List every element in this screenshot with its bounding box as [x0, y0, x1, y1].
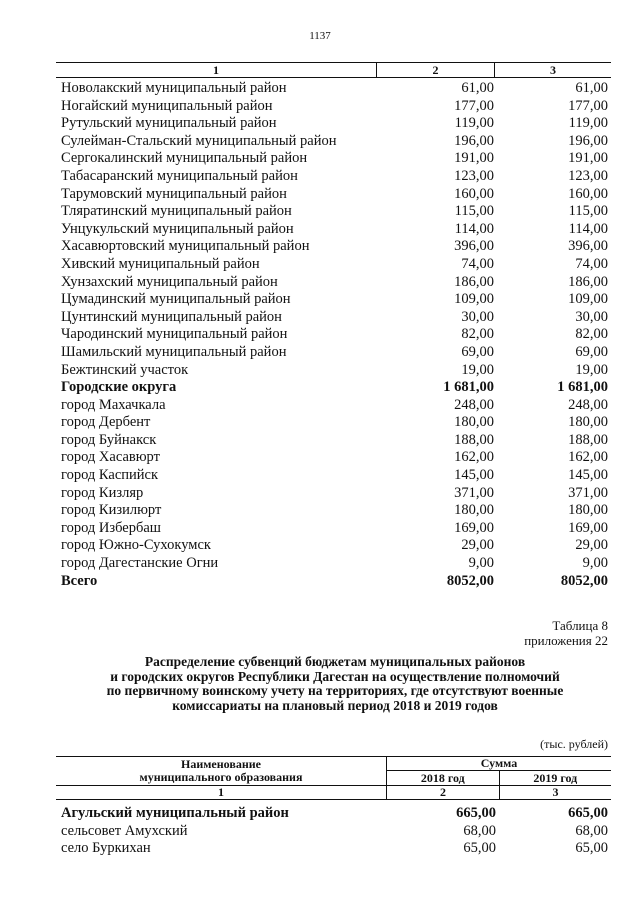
row-value-2018: 65,00	[463, 840, 496, 857]
row-value-col3: 29,00	[575, 537, 608, 554]
table-row	[56, 309, 611, 327]
row-name: Сулейман-Стальский муниципальный район	[61, 132, 337, 149]
column-number-1: 1	[56, 786, 387, 799]
row-value-col3: 74,00	[575, 255, 608, 272]
row-name: город Избербаш	[61, 519, 161, 536]
row-value-col2: 371,00	[454, 484, 494, 501]
row-value-col3: 109,00	[568, 291, 608, 308]
row-name: Новолакский муниципальный район	[61, 80, 287, 96]
row-name: Рутульский муниципальный район	[61, 115, 277, 132]
header-year-2018: 2018 год	[387, 771, 500, 785]
row-name: Сергокалинский муниципальный район	[61, 150, 308, 167]
table-row	[56, 537, 611, 555]
row-value-col3: 123,00	[568, 167, 608, 184]
row-value-col2: 109,00	[454, 291, 494, 308]
table-row	[56, 221, 611, 239]
header-sum-group	[387, 757, 611, 785]
row-name: Бежтинский участок	[61, 361, 189, 378]
table-row	[56, 805, 611, 823]
row-value-col3: 82,00	[575, 326, 608, 343]
row-value-col2: 177,00	[454, 97, 494, 114]
table-row	[56, 432, 611, 450]
row-value-col2: 180,00	[454, 502, 494, 519]
row-value-col3: 180,00	[568, 414, 608, 431]
table-row	[56, 168, 611, 186]
row-value-col2: 145,00	[454, 467, 494, 484]
header-sum: Сумма	[387, 757, 611, 771]
row-value-col2: 169,00	[454, 519, 494, 536]
row-value-col2: 248,00	[454, 396, 494, 413]
table-row	[56, 274, 611, 292]
row-name: Ногайский муниципальный район	[61, 97, 273, 114]
table-row	[56, 362, 611, 380]
row-value-col2: 114,00	[454, 220, 494, 237]
row-value-col3: 180,00	[568, 502, 608, 519]
row-value-col2: 8052,00	[446, 572, 494, 589]
table-row	[56, 520, 611, 538]
row-name: город Дагестанские Огни	[61, 555, 219, 572]
row-value-col3: 188,00	[568, 431, 608, 448]
row-value-col3: 19,00	[575, 361, 608, 378]
row-name: Тляратинский муниципальный район	[61, 203, 292, 220]
page-number: 1137	[309, 30, 331, 42]
row-name: город Каспийск	[61, 467, 159, 484]
row-value-col3: 196,00	[568, 132, 608, 149]
row-value-2019: 68,00	[575, 822, 608, 839]
row-name: город Кизляр	[61, 484, 144, 501]
table-row	[56, 115, 611, 133]
table-row	[56, 256, 611, 274]
row-name: Хасавюртовский муниципальный район	[61, 238, 310, 255]
row-name: Хивский муниципальный район	[61, 255, 260, 272]
main-table	[56, 62, 611, 590]
table-row	[56, 291, 611, 309]
subvention-table-header	[56, 756, 611, 786]
header-col-2: 2	[377, 63, 495, 77]
row-value-col3: 69,00	[575, 343, 608, 360]
row-value-col2: 19,00	[461, 361, 494, 378]
row-value-col2: 9,00	[468, 555, 494, 572]
row-name: город Дербент	[61, 414, 151, 431]
row-value-col3: 396,00	[568, 238, 608, 255]
row-value-col3: 169,00	[568, 519, 608, 536]
main-table-body	[56, 78, 611, 590]
row-value-col2: 162,00	[454, 449, 494, 466]
table-label-line2: приложения 22	[524, 633, 608, 648]
row-value-col2: 186,00	[454, 273, 494, 290]
row-value-col2: 180,00	[454, 414, 494, 431]
row-value-col2: 188,00	[454, 431, 494, 448]
row-name: Всего	[61, 572, 98, 589]
table-row	[56, 80, 611, 98]
column-number-3: 3	[552, 785, 559, 799]
row-value-col3: 191,00	[568, 150, 608, 167]
row-name: город Хасавюрт	[61, 449, 160, 466]
units-note: (тыс. рублей)	[540, 737, 608, 751]
header-years	[387, 771, 611, 785]
row-value-col3: 371,00	[568, 484, 608, 501]
table-row	[56, 485, 611, 503]
row-value-col3: 162,00	[568, 449, 608, 466]
row-value-col2: 123,00	[454, 167, 494, 184]
row-value-col2: 1 681,00	[443, 379, 494, 396]
header-name-line2: муниципального образования	[139, 770, 303, 784]
table-row	[56, 133, 611, 151]
row-value-col2: 74,00	[461, 255, 494, 272]
row-value-col2: 69,00	[461, 343, 494, 360]
title-line: по первичному воинскому учету на территориях, где отсутствуют военные	[106, 683, 564, 698]
table-row	[56, 379, 611, 397]
header-year-2019: 2019 год	[533, 771, 578, 785]
row-name: Цунтинский муниципальный район	[61, 308, 282, 325]
table-row	[56, 823, 611, 841]
table-row	[56, 467, 611, 485]
row-value-col3: 1 681,00	[557, 379, 608, 396]
main-table-header	[56, 62, 611, 78]
row-name: Тарумовский муниципальный район	[61, 185, 287, 202]
row-value-col3: 115,00	[568, 203, 608, 220]
row-value-col3: 186,00	[568, 273, 608, 290]
row-value-col3: 119,00	[568, 115, 608, 132]
row-name: город Южно-Сухокумск	[61, 537, 211, 554]
row-value-col2: 82,00	[461, 326, 494, 343]
table-row	[56, 414, 611, 432]
row-name: Хунзахский муниципальный район	[61, 273, 278, 290]
table-row	[56, 150, 611, 168]
table-row	[56, 203, 611, 221]
table-row	[56, 98, 611, 116]
row-name: Чародинский муниципальный район	[61, 326, 288, 343]
header-name	[56, 757, 387, 785]
row-value-col3: 177,00	[568, 97, 608, 114]
table-row	[56, 344, 611, 362]
row-value-col2: 29,00	[461, 537, 494, 554]
row-value-col2: 160,00	[454, 185, 494, 202]
table-row	[56, 573, 611, 591]
row-name: Городские округа	[61, 379, 177, 396]
title-line: Распределение субвенций бюджетам муниципальных районов	[144, 654, 526, 669]
title-line: комиссариаты на плановый период 2018 и 2019 годов	[172, 697, 498, 713]
row-value-col2: 61,00	[461, 80, 494, 96]
table-row	[56, 186, 611, 204]
row-name: Шамильский муниципальный район	[61, 343, 287, 360]
table-title	[0, 655, 640, 713]
table-row	[56, 555, 611, 573]
row-name: Цумадинский муниципальный район	[61, 291, 291, 308]
row-value-col2: 115,00	[454, 203, 494, 220]
table-row	[56, 238, 611, 256]
row-value-2018: 665,00	[456, 805, 496, 821]
row-value-col2: 196,00	[454, 132, 494, 149]
row-value-col3: 8052,00	[560, 572, 608, 589]
row-value-col3: 160,00	[568, 185, 608, 202]
row-name: село Буркихан	[61, 840, 151, 857]
row-name: сельсовет Амухский	[61, 822, 188, 839]
row-value-2018: 68,00	[463, 822, 496, 839]
row-value-col3: 248,00	[568, 396, 608, 413]
row-value-2019: 65,00	[575, 840, 608, 857]
row-value-col2: 191,00	[454, 150, 494, 167]
row-value-col3: 61,00	[575, 80, 608, 96]
row-name: город Буйнакск	[61, 431, 157, 448]
header-col-3: 3	[550, 63, 556, 77]
row-value-col2: 396,00	[454, 238, 494, 255]
table-row	[56, 840, 611, 858]
table-row	[56, 502, 611, 520]
row-value-col3: 9,00	[582, 555, 608, 572]
subvention-table	[56, 756, 611, 858]
title-line: и городских округов Республики Дагестан на осуществление полномочий	[110, 668, 560, 684]
row-value-col3: 114,00	[568, 220, 608, 237]
row-value-2019: 665,00	[568, 805, 608, 821]
row-value-col2: 30,00	[461, 308, 494, 325]
row-value-col2: 119,00	[454, 115, 494, 132]
row-value-col3: 145,00	[568, 467, 608, 484]
header-col-1: 1	[56, 63, 377, 77]
subvention-table-body	[56, 800, 611, 858]
header-name-line1: Наименование	[181, 757, 261, 771]
table-row	[56, 326, 611, 344]
row-name: город Кизилюрт	[61, 502, 162, 519]
table-label-line1: Таблица 8	[552, 618, 608, 633]
row-name: Унцукульский муниципальный район	[61, 220, 294, 237]
row-value-col3: 30,00	[575, 308, 608, 325]
row-name: Табасаранский муниципальный район	[61, 167, 298, 184]
table-row	[56, 449, 611, 467]
row-name: Агульский муниципальный район	[61, 805, 289, 821]
table-row	[56, 397, 611, 415]
row-name: город Махачкала	[61, 396, 166, 413]
column-numbers	[56, 786, 611, 800]
column-number-2: 2	[387, 786, 500, 799]
